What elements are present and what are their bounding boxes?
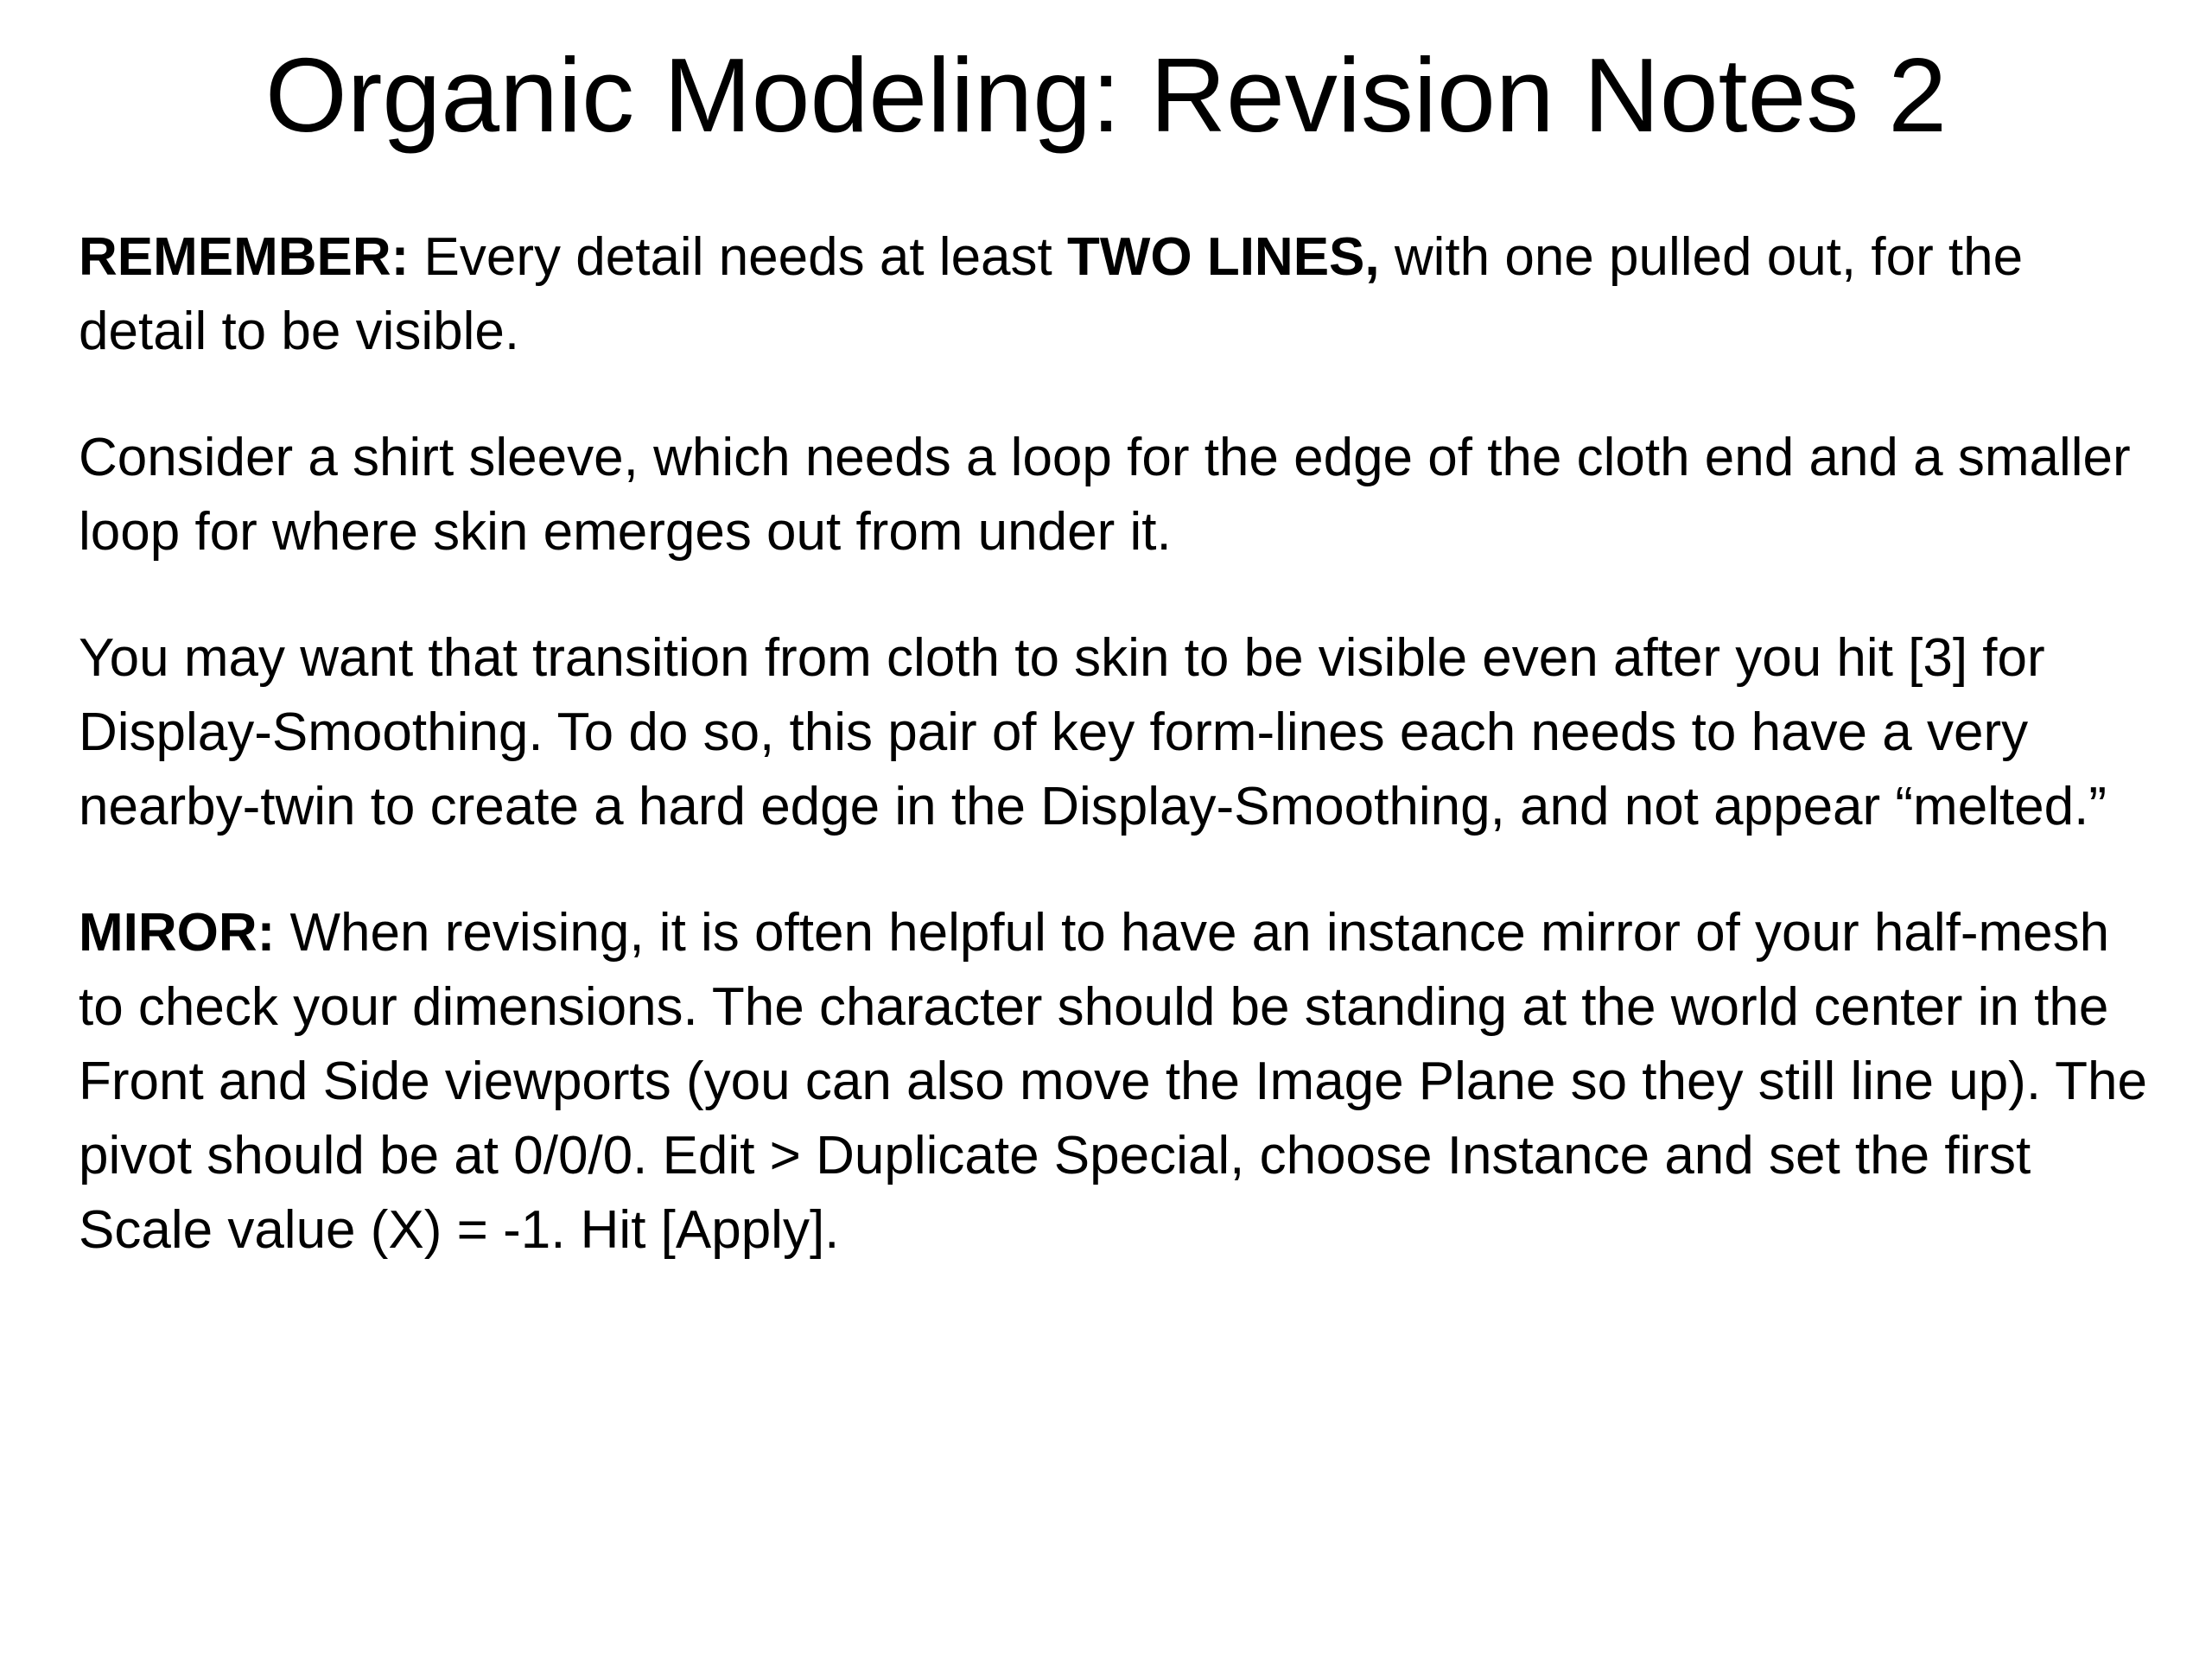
- remember-text-1: Every detail needs at least: [409, 227, 1067, 287]
- slide-body: [79, 220, 2152, 1319]
- miror-paragraph: [79, 896, 2152, 1268]
- shirt-sleeve-paragraph: Consider a shirt sleeve, which needs a loop for the edge of the cloth end and a smaller loop for where skin emerges out from under it.: [79, 428, 2131, 562]
- remember-label: REMEMBER:: [79, 227, 410, 287]
- display-smoothing-paragraph: You may want that transition from cloth to skin to be visible even after you hit [3] for Display-Smoothing. To do so, this pair of key form-lines each needs to have a very nearby-twin to create a hard edge in the Display-Smoothing, and not appear “melted.”: [79, 628, 2107, 836]
- miror-text: When revising, it is often helpful to have an instance mirror of your half-mesh to check your dimensions. The character should be standing at the world center in the Front and Side viewports (you can also move the Image Plane so they still line up). The pivot should be at 0/0/0. Edit > Duplicate Special, choose Instance and set the first Scale value (X) = -1. Hit [Apply].: [79, 903, 2147, 1260]
- two-lines-emphasis: TWO LINES,: [1066, 227, 1380, 287]
- slide-title: Organic Modeling: Revision Notes 2: [264, 36, 1948, 154]
- remember-text-2: with one pulled out, for the detail to be visible.: [79, 227, 2024, 361]
- remember-paragraph: [79, 220, 2152, 369]
- miror-label: MIROR:: [79, 903, 276, 963]
